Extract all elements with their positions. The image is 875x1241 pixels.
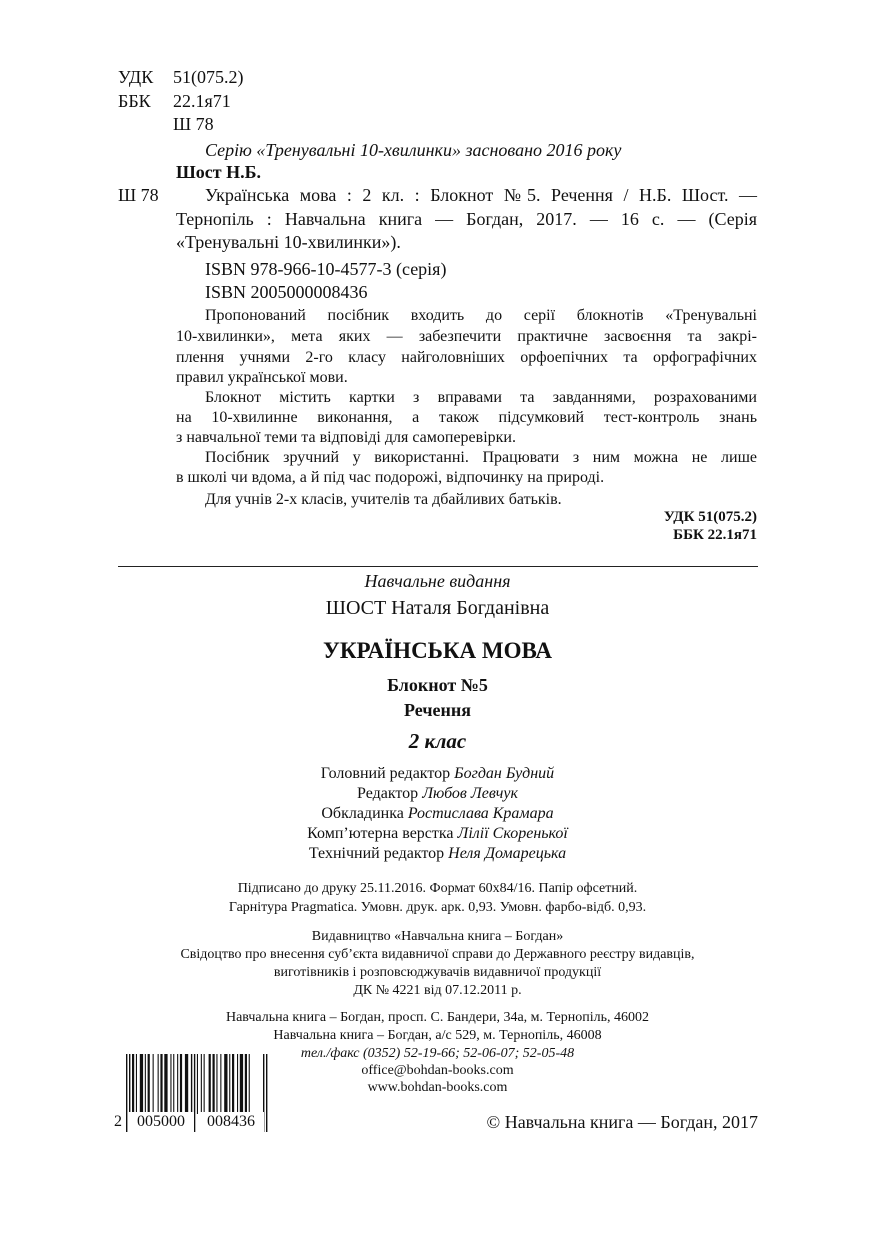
barcode-bar	[180, 1054, 182, 1114]
barcode-bar	[160, 1054, 162, 1114]
annotation-p3-line-1: Посібник зручний у використанні. Працювати з ним можна не лише	[205, 449, 757, 466]
description-line-1: Українська мова : 2 кл. : Блокнот №5. Речення / Н.Б. Шост. —	[205, 185, 757, 205]
barcode-bar	[194, 1054, 195, 1132]
description-line-2: Тернопіль : Навчальна книга — Богдан, 2017. — 16 с. — (Серія	[176, 209, 757, 229]
annotation-p2-line-3: з навчальної теми та відповіді для самоперевірки.	[176, 429, 516, 446]
barcode-bar	[140, 1054, 143, 1114]
barcode-bar	[266, 1054, 267, 1132]
publisher-certificate-1: Свідоцтво про внесення суб’єкта видавничої справи до Державного реєстру видавців,	[180, 947, 695, 962]
barcode-bar	[164, 1054, 167, 1114]
barcode-bar	[197, 1054, 198, 1114]
barcode-bar	[220, 1054, 221, 1114]
barcode-digits-left: 005000	[128, 1112, 194, 1132]
credit-role: Технічний редактор	[308, 845, 449, 862]
barcode-bar	[145, 1054, 146, 1114]
author-heading: Шост Н.Б.	[176, 162, 261, 182]
bbk-label: ББК	[118, 91, 151, 111]
book-subtitle: Блокнот №5	[387, 675, 488, 695]
bbk-value: 22.1я71	[173, 91, 231, 111]
barcode-bar	[232, 1054, 234, 1114]
annotation-p1-line-1: Пропонований посібник входить до серії блокнотів «Тренувальні	[205, 307, 757, 324]
author-full-name: ШОСТ Наталя Богданівна	[325, 597, 550, 619]
credit-tech-editor	[0, 844, 875, 864]
annotation-p1-line-4: правил української мови.	[176, 369, 348, 386]
publisher-certificate-2: виготівників і розповсюджувачів видавничої продукції	[273, 965, 602, 980]
barcode-bar	[240, 1054, 243, 1114]
barcode-bar	[245, 1054, 247, 1114]
barcode-bar	[132, 1054, 134, 1114]
credit-role: Головний редактор	[320, 765, 455, 782]
barcode-bar	[204, 1054, 205, 1114]
annotation-p2-line-2: на 10-хвилинне виконання, а також підсумковий тест-контроль знань	[176, 409, 757, 426]
book-title: УКРАЇНСЬКА МОВА	[322, 638, 553, 663]
barcode-bar	[249, 1054, 250, 1114]
email[interactable]: office@bohdan-books.com	[361, 1063, 514, 1078]
print-info-2: Гарнітура Pragmatica. Умовн. друк. арк. 0,93. Умовн. фарбо-відб. 0,93.	[228, 900, 647, 915]
udk-value: 51(075.2)	[173, 67, 244, 87]
isbn-book: ISBN 2005000008436	[205, 282, 368, 302]
barcode-bar	[173, 1054, 174, 1114]
annotation-p1-line-2: 10-хвилинки», мета яких — забезпечити практичне засвоєння та закрі-	[176, 328, 757, 345]
barcode-bar	[216, 1054, 217, 1114]
barcode-bar	[170, 1054, 171, 1114]
barcode-bar	[213, 1054, 215, 1114]
barcode-bar	[177, 1054, 178, 1114]
address-2: Навчальна книга – Богдан, а/с 529, м. Тернопіль, 46008	[273, 1028, 602, 1043]
barcode-bar	[237, 1054, 238, 1114]
copyright: © Навчальна книга — Богдан, 2017	[486, 1112, 758, 1132]
credit-name: Богдан Будний	[454, 765, 555, 782]
credit-chief-editor	[0, 764, 875, 784]
bbk-right: ББК 22.1я71	[673, 527, 757, 543]
edition-type: Навчальне видання	[364, 571, 511, 591]
barcode-bar	[148, 1054, 150, 1114]
address-1: Навчальна книга – Богдан, просп. С. Бандери, 34а, м. Тернопіль, 46002	[225, 1010, 650, 1025]
annotation-p2-line-1: Блокнот містить картки з вправами та завданнями, розрахованими	[205, 389, 757, 406]
barcode-bar	[158, 1054, 159, 1114]
cutter-prefix: Ш 78	[118, 185, 159, 205]
credit-name: Ростислава Крамара	[407, 805, 554, 822]
barcode-bar	[201, 1054, 202, 1114]
book-topic: Речення	[404, 700, 471, 720]
credit-layout	[0, 824, 875, 844]
separator-line	[118, 566, 758, 567]
credit-editor	[0, 784, 875, 804]
publisher-name: Видавництво «Навчальна книга – Богдан»	[311, 929, 564, 944]
barcode-bar	[136, 1054, 137, 1114]
barcode-bar	[224, 1054, 227, 1114]
credit-name: Лілії Скоренької	[457, 825, 568, 842]
annotation-p3-line-2: в школі чи вдома, а й під час подорожі, відпочинку на природі.	[176, 469, 605, 486]
publisher-certificate-3: ДК № 4221 від 07.12.2011 р.	[353, 983, 522, 998]
credit-role: Редактор	[357, 785, 423, 802]
credit-name: Неля Домарецька	[448, 845, 567, 862]
phone-fax: тел./факс (0352) 52-19-66; 52-06-07; 52-05-48	[300, 1046, 575, 1061]
barcode-digit-first: 2	[114, 1113, 122, 1130]
credit-role: Обкладинка	[321, 805, 408, 822]
credit-cover	[0, 804, 875, 824]
barcode-bar	[153, 1054, 154, 1114]
print-info-1: Підписано до друку 25.11.2016. Формат 60х84/16. Папір офсетний.	[237, 881, 638, 896]
annotation-p1-line-3: плення учнями 2-го класу найголовніших орфоепічних та орфографічних	[176, 349, 757, 366]
barcode-digits-right: 008436	[198, 1112, 264, 1132]
website[interactable]: www.bohdan-books.com	[367, 1080, 508, 1095]
udk-right: УДК 51(075.2)	[663, 509, 757, 525]
credit-role: Комп’ютерна верстка	[307, 825, 458, 842]
cutter-number: Ш 78	[173, 114, 214, 134]
description-line-3: «Тренувальні 10-хвилинки»).	[176, 232, 401, 252]
isbn-series: ISBN 978-966-10-4577-3 (серія)	[205, 259, 447, 279]
annotation-audience: Для учнів 2-х класів, учителів та дбайливих батьків.	[205, 491, 562, 508]
barcode-bar	[209, 1054, 211, 1114]
barcode	[114, 1054, 270, 1134]
udk-label: УДК	[118, 67, 154, 87]
credit-name: Любов Левчук	[422, 785, 518, 802]
barcode-bar	[185, 1054, 188, 1114]
series-note: Серію «Тренувальні 10-хвилинки» засновано 2016 року	[205, 140, 622, 160]
barcode-bar	[229, 1054, 230, 1114]
book-grade: 2 клас	[408, 729, 467, 753]
